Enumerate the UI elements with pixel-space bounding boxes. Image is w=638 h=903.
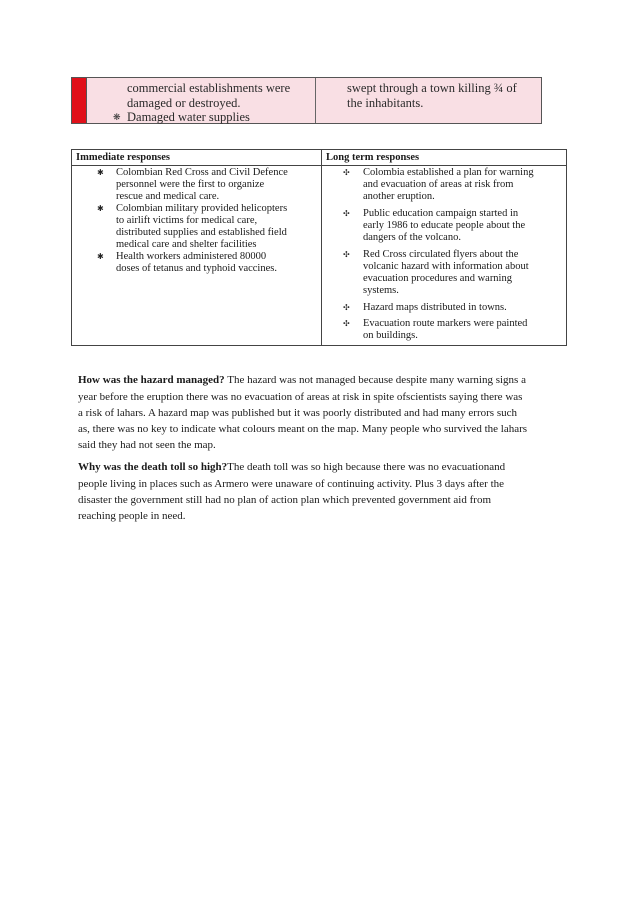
effects-cell-left xyxy=(87,78,316,123)
longterm-item-3-line-1: Red Cross circulated flyers about the xyxy=(363,249,519,260)
bullet-icon: ✱ xyxy=(97,168,104,177)
bullet-icon: ✱ xyxy=(97,204,104,213)
immediate-item-2-line-4: medical care and shelter facilities xyxy=(116,239,257,250)
effects-left-line-1: commercial establishments were xyxy=(127,81,291,95)
longterm-item-2-line-2: early 1986 to educate people about the xyxy=(363,220,526,231)
immediate-item-3-line-1: Health workers administered 80000 xyxy=(116,251,267,262)
hazard-line-1 xyxy=(78,373,526,387)
long-term-responses-header: Long term responses xyxy=(326,152,420,163)
bullet-icon: ✣ xyxy=(343,209,350,218)
immediate-item-1-line-1: Colombian Red Cross and Civil Defence xyxy=(116,167,288,178)
longterm-item-1-line-3: another eruption. xyxy=(363,191,435,202)
death-question: Why was the death toll so high? xyxy=(78,461,228,473)
longterm-item-4-line-1: Hazard maps distributed in towns. xyxy=(363,302,507,313)
hazard-question: How was the hazard managed? xyxy=(78,374,225,386)
hazard-line-3: a risk of lahars. A hazard map was published but it was poorly distributed and had many errors such xyxy=(78,407,517,419)
longterm-item-5-line-1: Evacuation route markers were painted xyxy=(363,318,528,329)
immediate-item-1-line-2: personnel were the first to organize xyxy=(116,179,265,190)
longterm-item-3-line-3: evacuation procedures and warning xyxy=(363,273,512,284)
bullet-icon: ✣ xyxy=(343,168,350,177)
hazard-answer-start: The hazard was not managed because despite many warning signs a xyxy=(224,374,526,386)
death-line-1 xyxy=(78,460,505,474)
effects-cell-right xyxy=(316,78,541,123)
effects-right-line-2: the inhabitants. xyxy=(347,96,424,110)
longterm-item-3-line-4: systems. xyxy=(363,285,399,296)
immediate-item-2-line-3: distributed supplies and established field xyxy=(116,227,287,238)
immediate-responses-header: Immediate responses xyxy=(76,152,171,163)
header-divider xyxy=(72,165,566,166)
hazard-line-2: year before the eruption there was no evacuation of areas at risk in spite ofscientists saying there was xyxy=(78,391,523,403)
hazard-line-4: as, there was no key to indicate what colours meant on the map. Many people who survived the lahars xyxy=(78,423,528,435)
hazard-effects-table-continued xyxy=(71,77,542,124)
responses-table xyxy=(71,149,567,346)
death-line-3: disaster the government still had no plan of action plan which prevented government aid from xyxy=(78,494,491,506)
longterm-item-2-line-3: dangers of the volcano. xyxy=(363,232,461,243)
column-divider xyxy=(321,150,322,345)
immediate-item-3-line-2: doses of tetanus and typhoid vaccines. xyxy=(116,263,277,274)
death-answer-start: The death toll was so high because there was no evacuationand xyxy=(227,461,506,473)
bullet-icon: ✣ xyxy=(343,250,350,259)
longterm-item-3-line-2: volcanic hazard with information about xyxy=(363,261,529,272)
death-line-2: people living in places such as Armero were unaware of continuing activity. Plus 3 days after the xyxy=(78,478,505,490)
immediate-item-1-line-3: rescue and medical care. xyxy=(116,191,220,202)
bullet-icon: ✱ xyxy=(97,252,104,261)
death-line-4: reaching people in need. xyxy=(78,510,186,522)
bullet-icon: ✣ xyxy=(343,303,350,312)
red-marker-cell xyxy=(72,78,87,123)
longterm-item-5-line-2: on buildings. xyxy=(363,330,418,341)
immediate-item-2-line-2: to airlift victims for medical care, xyxy=(116,215,258,226)
longterm-item-1-line-1: Colombia established a plan for warning xyxy=(363,167,534,178)
effects-right-line-1: swept through a town killing ¾ of xyxy=(347,81,517,95)
longterm-item-2-line-1: Public education campaign started in xyxy=(363,208,519,219)
bullet-icon: ✣ xyxy=(343,319,350,328)
longterm-item-1-line-2: and evacuation of areas at risk from xyxy=(363,179,514,190)
hazard-line-5: said they had not seen the map. xyxy=(78,439,216,451)
effects-left-line-2: damaged or destroyed. xyxy=(127,96,241,110)
bullet-icon: ❋ xyxy=(113,113,121,123)
effects-left-bullet-text: Damaged water supplies xyxy=(127,110,250,124)
immediate-item-2-line-1: Colombian military provided helicopters xyxy=(116,203,288,214)
